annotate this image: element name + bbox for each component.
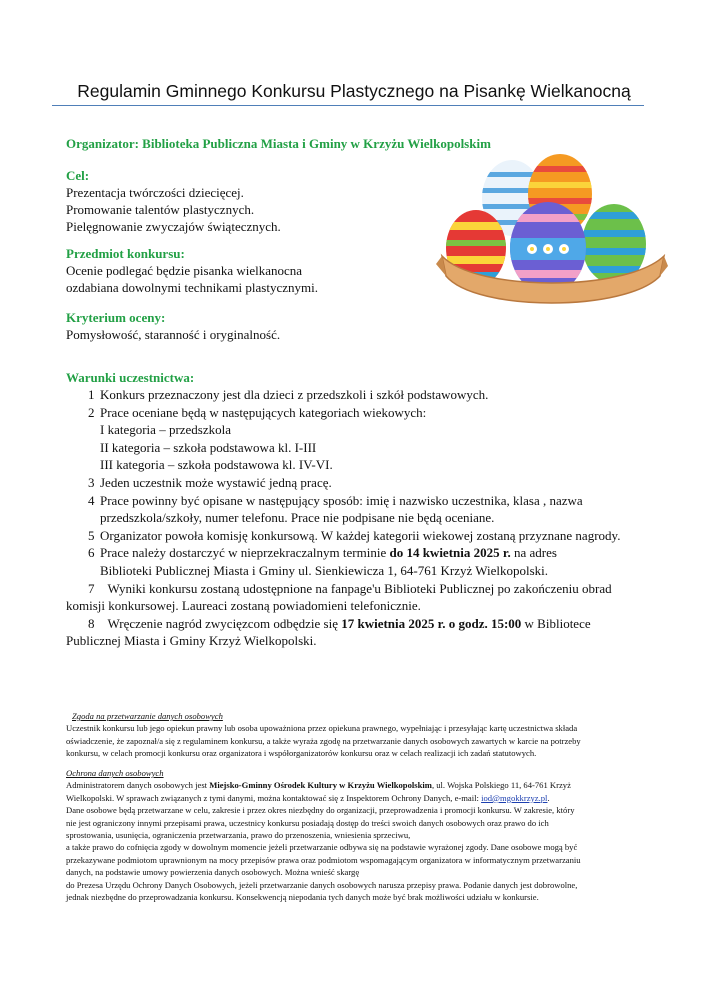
ochrona-heading: Ochrona danych osobowych [66,768,164,778]
administrator-name: Miejsko-Gminny Ośrodek Kultury w Krzyżu Wielkopolskim [209,780,432,791]
list-item [66,580,646,598]
item-number: 1 [88,387,95,402]
category-line: II kategoria – szkoła podstawowa kl. I-III [100,439,317,455]
przedmiot-line: Ocenie podlegać będzie pisanka wielkanocna [66,263,303,278]
item-text: Wyniki konkursu zostaną udostępnione na fanpage'u Biblioteki Publicznej po zakończeniu obrad [107,580,612,596]
item-number: 3 [88,474,95,490]
item-number: 5 [88,527,95,543]
item-text: Konkurs przeznaczony jest dla dzieci z przedszkoli i szkół podstawowych. [100,387,489,402]
list-item [66,386,646,404]
title-divider [52,105,644,106]
section-przedmiot [66,246,318,296]
zgoda-line: Uczestnik konkursu lub jego opiekun prawny lub osoba upoważniona przez opiekuna prawnego, wypełniając i przesyłając kartę uczestnictwa składa [66,723,578,734]
list-item [66,527,646,545]
ochrona-line: przekazywane podmiotom uprawnionym na mocy przepisów prawa oraz podmiotom wspomagającym organizatora w informatycznym przetwarzaniu [66,854,581,865]
list-item [66,492,646,510]
ochrona-line: Wielkopolski. W sprawach związanych z tymi danymi, można kontaktować się z Inspektorem Ochrony Danych, e-mail: iod@mgokkrzyz.pl. [66,792,550,803]
list-item [66,544,646,562]
zgoda-line: oświadczenie, że zapoznał/a się z regulaminem konkursu, a także wyraża zgodę na przetwarzanie danych osobowych zawartych w karcie na potrzeby [66,735,581,746]
item-text: na adres [510,545,557,561]
ochrona-line: a także prawo do cofnięcia zgody w dowolnym momencie jeżeli przetwarzanie odbywa się na podstawie wyrażonej zgody. Dane osobowe mogą być [66,842,578,853]
item-text: w Bibliotece [521,615,591,631]
section-cel [66,168,281,235]
zgoda-heading: Zgoda na przetwarzanie danych osobowych [72,711,223,721]
easter-eggs-illustration [436,152,668,320]
page-title: Regulamin Gminnego Konkursu Plastycznego na Pisankę Wielkanocną [77,81,631,101]
ochrona-line: danych, na podstawie umowy powierzenia danych osobowych. Można wnieść skargę [66,867,360,878]
cel-line: Pielęgnowanie zwyczajów świątecznych. [66,219,281,234]
zgoda-line: konkursu, w celach promocji konkursu oraz organizatora i współorganizatorów konkursu oraz w celach realizacji ich zadań statutowych. [66,748,537,759]
item-number: 8 [88,615,95,631]
item-continuation: Publicznej Miasta i Gminy Krzyż Wielkopolski. [66,633,317,649]
organizer-line: Organizator: Biblioteka Publiczna Miasta i Gminy w Krzyżu Wielkopolskim [66,136,491,151]
item-number: 4 [88,492,95,508]
ochrona-line: sprostowania, usunięcia, ograniczenia przetwarzania, prawo do przenoszenia, wniesienia sprzeciwu, [66,830,411,841]
ochrona-line: do Prezesa Urzędu Ochrony Danych Osobowych, jeżeli przetwarzanie danych osobowych narusza przepisy prawa. Podanie danych jest dobrowolne, [66,879,578,890]
item-text: Prace oceniane będą w następujących kategoriach wiekowych: [100,404,427,420]
list-item [66,615,646,633]
section-zgoda [66,710,648,760]
cel-line: Prezentacja twórczości dziecięcej. [66,185,244,200]
przedmiot-line: ozdabiana dowolnymi technikami plastycznymi. [66,280,318,295]
item-text: Organizator powoła komisję konkursową. W każdej kategorii wiekowej zostaną przyznane nagrody. [100,527,621,543]
przedmiot-heading: Przedmiot konkursu: [66,246,185,261]
item-number: 2 [88,404,95,420]
warunki-heading-wrap [66,370,194,386]
item-text: Prace powinny być opisane w następujący sposób: imię i nazwisko uczestnika, klasa , nazwa [100,492,583,508]
item-text: Wręczenie nagród zwycięzcom odbędzie się [107,615,342,631]
category-line: III kategoria – szkoła podstawowa kl. IV-VI. [100,457,333,473]
item-number: 7 [88,580,95,596]
ceremony-date: 17 kwietnia 2025 r. o godz. 15:00 [341,615,522,631]
item-number: 6 [88,545,95,561]
item-continuation: Biblioteki Publicznej Miasta i Gminy ul. Sienkiewicza 1, 64-761 Krzyż Wielkopolski. [100,562,549,578]
cel-line: Promowanie talentów plastycznych. [66,202,255,217]
item-continuation: przedszkola/szkoły, numer telefonu. Prace nie podpisane nie będą oceniane. [100,510,495,526]
ochrona-line: nie jest ograniczony innymi przepisami prawa, uczestnicy konkursu posiadają dostęp do treści swoich danych osobowych oraz prawo do ich [66,817,549,828]
item-text: Prace należy dostarczyć w nieprzekraczalnym terminie [100,545,390,561]
section-kryterium [66,310,280,343]
list-item [66,404,646,422]
item-text: Jeden uczestnik może wystawić jedną pracę. [100,474,332,490]
ochrona-line: jednak niezbędne do przeprowadzania konkursu. Konsekwencją niepodania tych danych może być brak możliwości udziału w konkursie. [66,892,539,903]
kryterium-line: Pomysłowość, staranność i oryginalność. [66,327,281,342]
kryterium-heading: Kryterium oceny: [66,310,166,325]
email-link[interactable]: iod@mgokkrzyz.pl [481,792,548,803]
ochrona-line: Administratorem danych osobowych jest Miejsko-Gminny Ośrodek Kultury w Krzyżu Wielkopolskim, ul. Wojska Polskiego 11, 64-761 Krzyż [66,780,571,791]
warunki-heading: Warunki uczestnictwa: [66,370,195,385]
category-line: I kategoria – przedszkola [100,422,232,438]
cel-heading: Cel: [66,168,90,183]
ochrona-line: Dane osobowe będą przetwarzane w celu, zakresie i przez okres niezbędny do organizacji, przeprowadzenia i promocji konkursu. W zakresie, który [66,805,575,816]
deadline-date: do 14 kwietnia 2025 r. [389,545,511,561]
section-ochrona [66,767,648,903]
item-continuation: komisji konkursowej. Laureaci zostaną powiadomieni telefonicznie. [66,598,421,614]
warunki-list [66,386,646,650]
list-item [66,474,646,492]
